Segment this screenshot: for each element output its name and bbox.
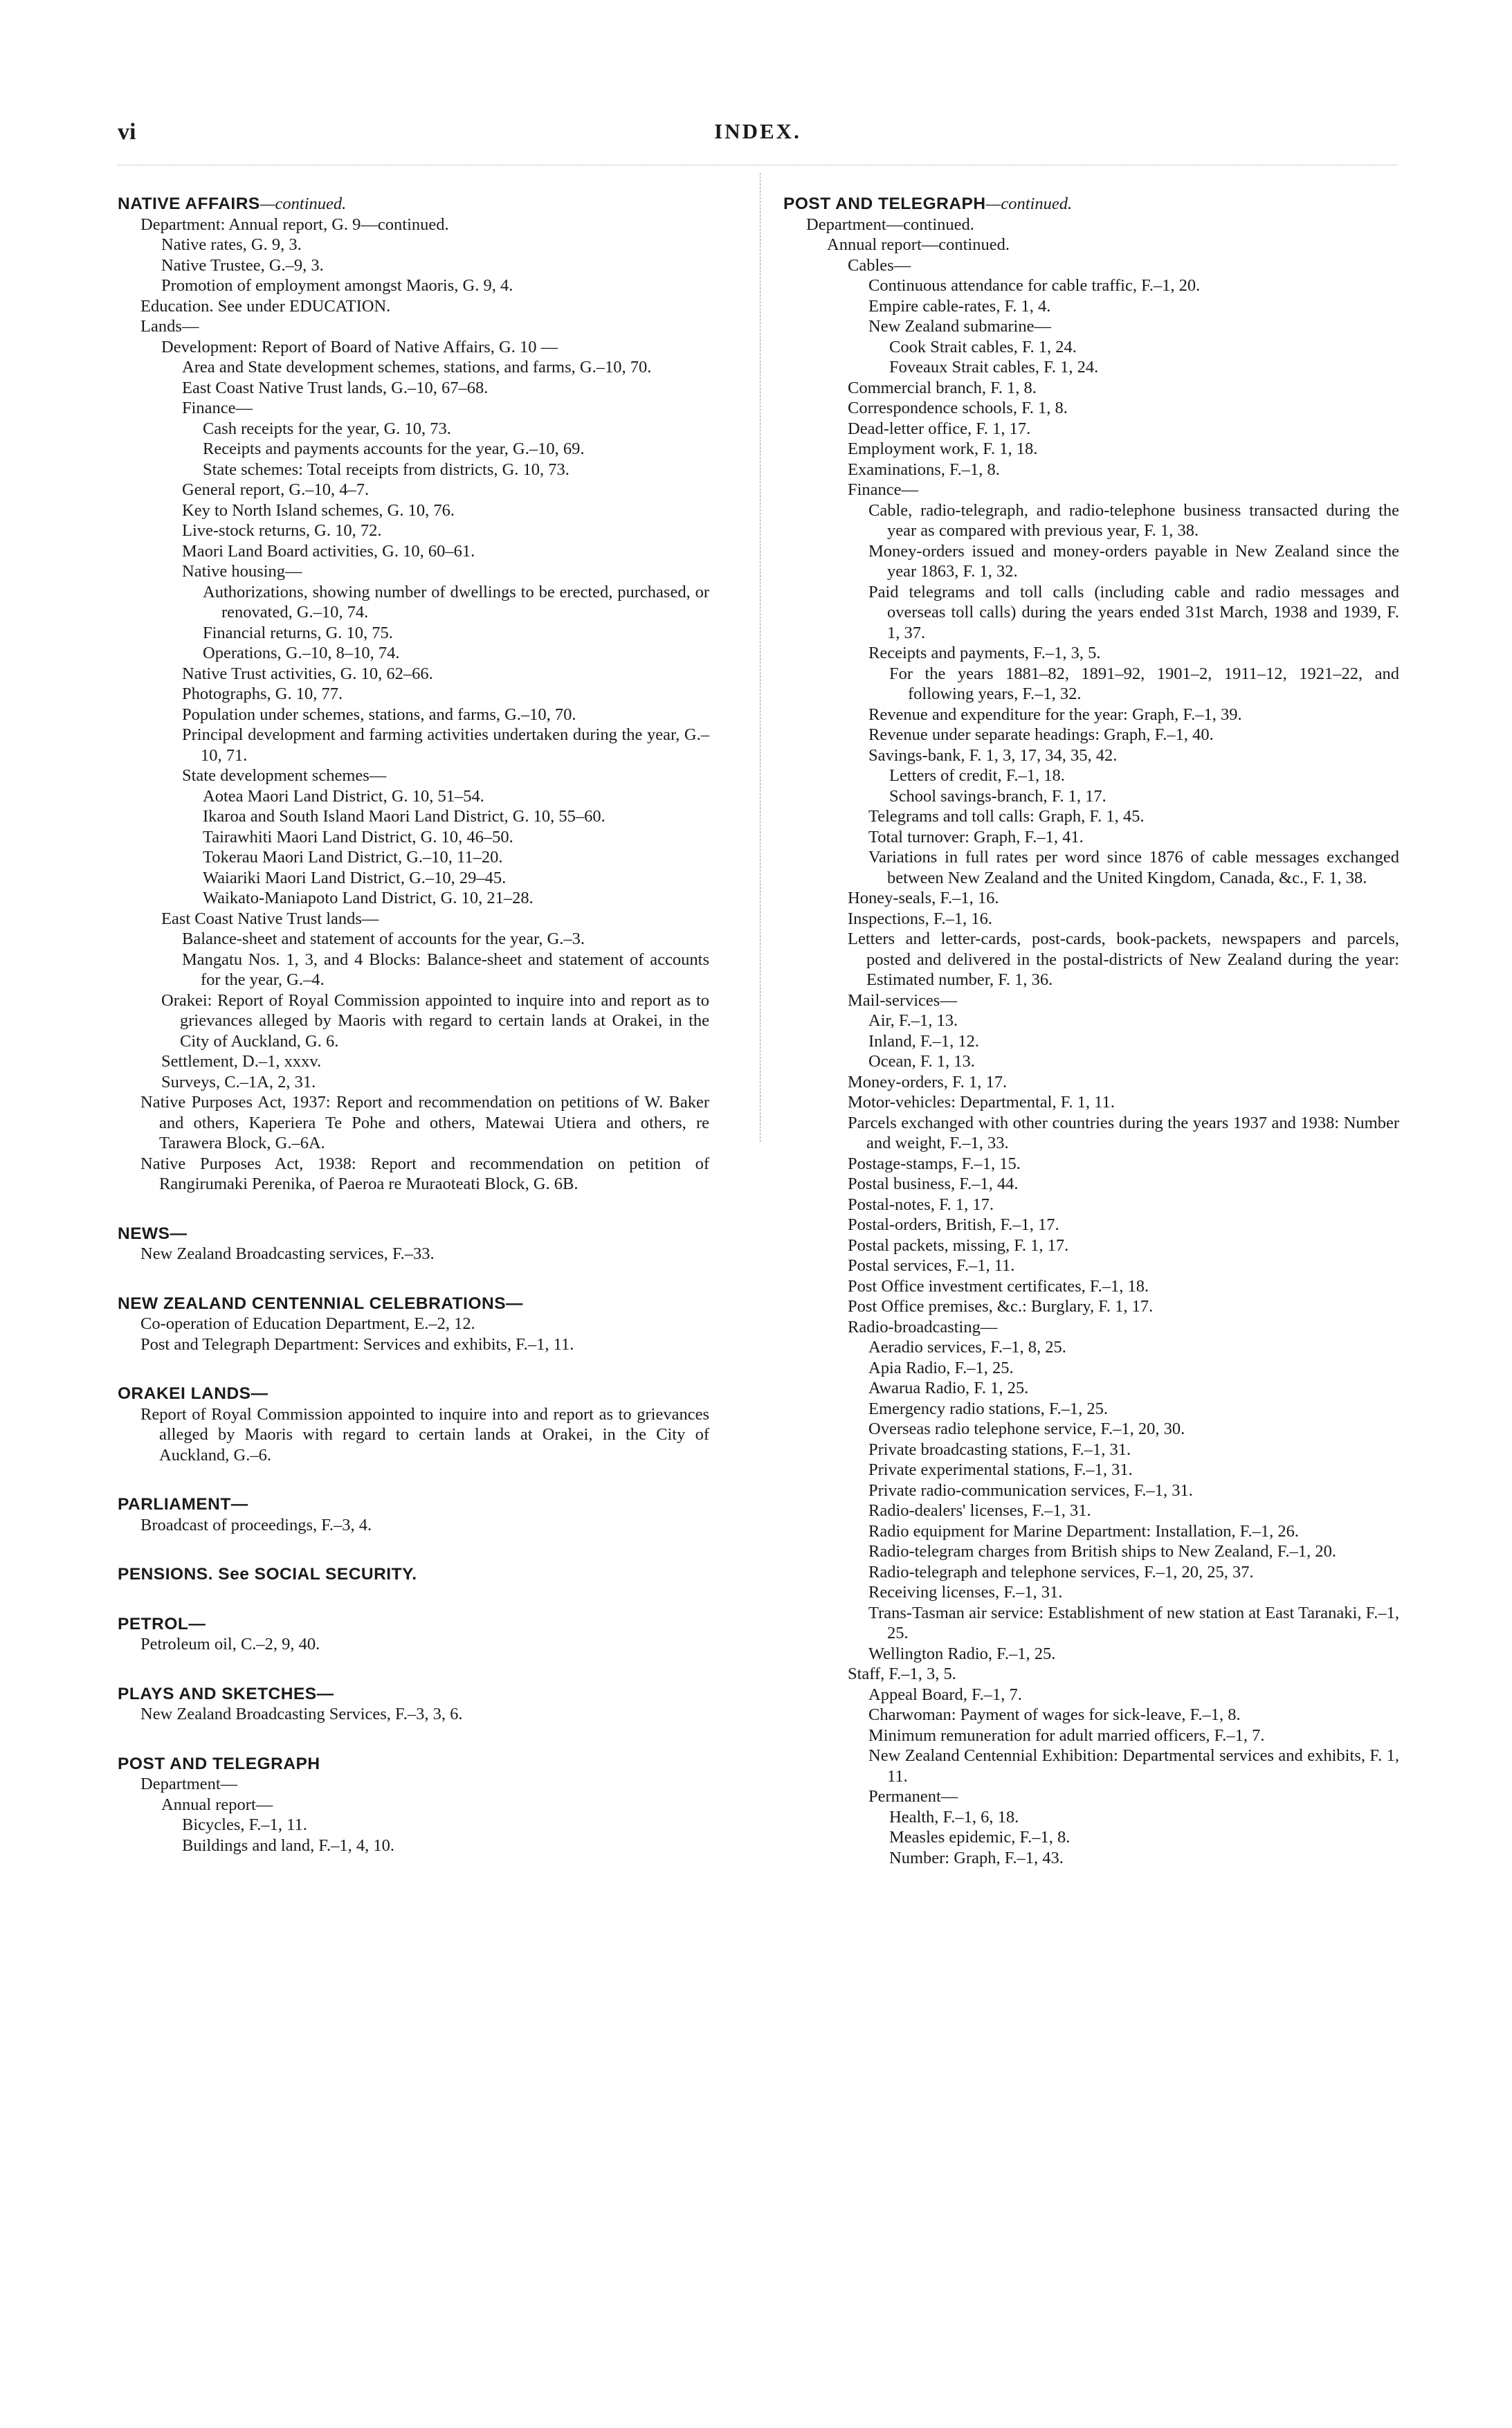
heading-text: NEWS—: [118, 1224, 188, 1243]
index-entry: Petroleum oil, C.–2, 9, 40.: [140, 1635, 320, 1654]
index-entry: Apia Radio, F.–1, 25.: [868, 1358, 1014, 1377]
index-entry: Post and Telegraph Department: Services and exhibits, F.–1, 11.: [140, 1334, 574, 1354]
index-entry: Development: Report of Board of Native Affairs, G. 10 —: [161, 337, 558, 356]
index-entry: Cash receipts for the year, G. 10, 73.: [203, 419, 451, 438]
index-entry: Dead-letter office, F. 1, 17.: [848, 419, 1031, 438]
index-entry: Native rates, G. 9, 3.: [161, 235, 302, 254]
heading-text: NEW ZEALAND CENTENNIAL CELEBRATIONS—: [118, 1294, 524, 1313]
right-column: [783, 194, 1399, 1868]
index-entry: Parcels exchanged with other countries during the years 1937 and 1938: Number and weight, F.–1, 33.: [848, 1113, 1399, 1152]
index-entry: Co-operation of Education Department, E.–2, 12.: [140, 1314, 475, 1333]
index-entry: Native housing—: [182, 562, 302, 581]
index-entry: Appeal Board, F.–1, 7.: [868, 1685, 1022, 1704]
index-entry: State schemes: Total receipts from districts, G. 10, 73.: [203, 460, 570, 479]
index-entry: Money-orders issued and money-orders payable in New Zealand since the year 1863, F. 1, 32.: [868, 541, 1399, 581]
index-entry: Radio-telegraph and telephone services, F.–1, 20, 25, 37.: [868, 1562, 1254, 1582]
index-entry: Authorizations, showing number of dwellings to be erected, purchased, or renovated, G.–10, 74.: [203, 582, 709, 622]
heading-text: POST AND TELEGRAPH: [783, 194, 986, 213]
index-entry: Examinations, F.–1, 8.: [848, 460, 1000, 479]
index-entry: Broadcast of proceedings, F.–3, 4.: [140, 1515, 372, 1534]
index-entry: Honey-seals, F.–1, 16.: [848, 889, 999, 907]
index-entry: Department—continued.: [806, 215, 974, 234]
heading-text: PETROL—: [118, 1614, 206, 1633]
index-entry: Mangatu Nos. 1, 3, and 4 Blocks: Balance-sheet and statement of accounts for the year, G.–4.: [182, 950, 709, 989]
index-entry: Motor-vehicles: Departmental, F. 1, 11.: [848, 1093, 1115, 1112]
index-entry: Commercial branch, F. 1, 8.: [848, 378, 1037, 397]
index-entry: Key to North Island schemes, G. 10, 76.: [182, 500, 455, 520]
index-entry: Promotion of employment amongst Maoris, G. 9, 4.: [161, 276, 513, 295]
heading-text: NATIVE AFFAIRS: [118, 194, 260, 213]
page-header: [118, 119, 1398, 147]
index-entry: Report of Royal Commission appointed to inquire into and report as to grievances alleged by Maoris with regard to certain lands at Orakei, in the City of Auckland, G.–6.: [140, 1404, 709, 1465]
index-entry: Post Office premises, &c.: Burglary, F. 1, 17.: [848, 1297, 1154, 1316]
index-entry: Postal services, F.–1, 11.: [848, 1256, 1015, 1275]
index-entry: Awarua Radio, F. 1, 25.: [868, 1379, 1029, 1397]
index-entry: Area and State development schemes, stations, and farms, G.–10, 70.: [182, 358, 652, 377]
index-entry: Paid telegrams and toll calls (including cable and radio messages and overseas toll calls) during the years ended 31st March, 1938 and 1939, F. 1, 37.: [868, 582, 1399, 642]
index-entry: General report, G.–10, 4–7.: [182, 480, 370, 499]
index-entry: Post Office investment certificates, F.–1, 18.: [848, 1276, 1149, 1296]
index-entry: Continuous attendance for cable traffic, F.–1, 20.: [868, 276, 1201, 295]
index-entry: Mail-services—: [848, 990, 957, 1010]
index-entry: Total turnover: Graph, F.–1, 41.: [868, 827, 1084, 846]
index-entry: Photographs, G. 10, 77.: [182, 685, 343, 703]
index-entry: Population under schemes, stations, and farms, G.–10, 70.: [182, 705, 576, 724]
index-entry: Postal-notes, F. 1, 17.: [848, 1195, 994, 1214]
index-entry: Telegrams and toll calls: Graph, F. 1, 45.: [868, 807, 1145, 826]
index-entry: Charwoman: Payment of wages for sick-leave, F.–1, 8.: [868, 1705, 1241, 1724]
index-entry: Postal packets, missing, F. 1, 17.: [848, 1235, 1069, 1255]
index-heading: [118, 1494, 709, 1515]
index-heading: [118, 1384, 709, 1404]
index-entry: Aotea Maori Land District, G. 10, 51–54.: [203, 786, 484, 806]
index-entry: Emergency radio stations, F.–1, 25.: [868, 1399, 1108, 1418]
index-entry: Staff, F.–1, 3, 5.: [848, 1665, 956, 1683]
index-entry: New Zealand submarine—: [868, 317, 1051, 336]
index-entry: Revenue and expenditure for the year: Graph, F.–1, 39.: [868, 705, 1242, 724]
index-heading: [118, 1224, 709, 1244]
index-entry: Employment work, F. 1, 18.: [848, 440, 1038, 458]
index-entry: Native Purposes Act, 1937: Report and recommendation on petitions of W. Baker and others, Kaperiera Te Pohe and others, Matewai Utiera and others, re Tarawera Block, G.–6A.: [140, 1093, 709, 1152]
index-heading: [118, 194, 709, 215]
index-entry: Inspections, F.–1, 16.: [848, 909, 993, 928]
index-entry: Correspondence schools, F. 1, 8.: [848, 399, 1068, 417]
index-entry: Ocean, F. 1, 13.: [868, 1052, 975, 1071]
index-entry: Radio-dealers' licenses, F.–1, 31.: [868, 1501, 1091, 1520]
index-entry: Department—: [140, 1775, 238, 1793]
index-entry: Receiving licenses, F.–1, 31.: [868, 1583, 1063, 1602]
index-entry: Ikaroa and South Island Maori Land District, G. 10, 55–60.: [203, 807, 605, 826]
index-entry: Receipts and payments, F.–1, 3, 5.: [868, 644, 1101, 662]
index-entry: Native Trustee, G.–9, 3.: [161, 255, 324, 275]
index-entry: Surveys, C.–1A, 2, 31.: [161, 1072, 316, 1091]
heading-text: PENSIONS. See SOCIAL SECURITY.: [118, 1565, 417, 1584]
index-entry: Air, F.–1, 13.: [868, 1011, 958, 1030]
index-entry: Variations in full rates per word since 1876 of cable messages exchanged between New Zealand and the United Kingdom, Canada, &c., F. 1, 38.: [868, 848, 1399, 887]
heading-text: PLAYS AND SKETCHES—: [118, 1684, 334, 1703]
index-entry: Annual report—: [161, 1795, 273, 1814]
index-entry: Private radio-communication services, F.–1, 31.: [868, 1480, 1193, 1500]
index-entry: Native Purposes Act, 1938: Report and recommendation on petition of Rangirumaki Perenika, of Paeroa re Muraoteati Block, G. 6B.: [140, 1154, 709, 1193]
index-entry: Cables—: [848, 255, 911, 275]
index-entry: East Coast Native Trust lands—: [161, 909, 379, 928]
index-entry: New Zealand Broadcasting services, F.–33.: [140, 1244, 435, 1263]
index-entry: East Coast Native Trust lands, G.–10, 67–68.: [182, 378, 489, 397]
index-entry: Aeradio services, F.–1, 8, 25.: [868, 1338, 1066, 1357]
index-entry: Measles epidemic, F.–1, 8.: [889, 1828, 1071, 1847]
left-column: [118, 194, 709, 1856]
index-entry: Department: Annual report, G. 9—continued.: [140, 215, 449, 234]
index-entry: Finance—: [182, 399, 253, 417]
index-entry: Foveaux Strait cables, F. 1, 24.: [889, 358, 1099, 377]
index-heading: [118, 1754, 709, 1775]
index-entry: Buildings and land, F.–1, 4, 10.: [182, 1836, 395, 1855]
index-entry: Radio equipment for Marine Department: Installation, F.–1, 26.: [868, 1521, 1299, 1541]
index-heading: [118, 1614, 709, 1635]
index-entry: Permanent—: [868, 1787, 958, 1806]
index-entry: Empire cable-rates, F. 1, 4.: [868, 296, 1051, 316]
index-entry: Bicycles, F.–1, 11.: [182, 1815, 307, 1834]
index-entry: Private experimental stations, F.–1, 31.: [868, 1460, 1133, 1479]
index-entry: Money-orders, F. 1, 17.: [848, 1072, 1008, 1091]
index-entry: Letters and letter-cards, post-cards, book-packets, newspapers and parcels, posted and delivered in the postal-districts of New Zealand during the year: Estimated number, F. 1, 36.: [848, 930, 1399, 989]
index-heading: [118, 1564, 709, 1585]
index-entry: New Zealand Centennial Exhibition: Departmental services and exhibits, F. 1, 11.: [868, 1746, 1399, 1786]
index-entry: Financial returns, G. 10, 75.: [203, 623, 393, 642]
index-entry: Wellington Radio, F.–1, 25.: [868, 1644, 1056, 1663]
index-heading: [118, 1684, 709, 1705]
index-entry: Lands—: [140, 317, 199, 336]
index-entry: Waikato-Maniapoto Land District, G. 10, 21–28.: [203, 889, 534, 907]
index-entry: Waiariki Maori Land District, G.–10, 29–45.: [203, 868, 507, 887]
heading-text: ORAKEI LANDS—: [118, 1384, 268, 1403]
index-heading: [783, 194, 1399, 215]
index-entry: Settlement, D.–1, xxxv.: [161, 1052, 322, 1071]
index-entry: Cable, radio-telegraph, and radio-telephone business transacted during the year as compared with previous year, F. 1, 38.: [868, 500, 1399, 540]
index-entry: Postage-stamps, F.–1, 15.: [848, 1154, 1021, 1173]
heading-text: PARLIAMENT—: [118, 1495, 248, 1514]
index-entry: Tairawhiti Maori Land District, G. 10, 46–50.: [203, 827, 513, 846]
heading-text: POST AND TELEGRAPH: [118, 1754, 320, 1773]
index-entry: Annual report—continued.: [827, 235, 1010, 254]
index-entry: Savings-bank, F. 1, 3, 17, 34, 35, 42.: [868, 745, 1118, 765]
index-entry: Postal business, F.–1, 44.: [848, 1175, 1019, 1193]
index-entry: Trans-Tasman air service: Establishment of new station at East Taranaki, F.–1, 25.: [868, 1603, 1399, 1642]
index-entry: School savings-branch, F. 1, 17.: [889, 786, 1106, 806]
index-entry: Inland, F.–1, 12.: [868, 1031, 980, 1051]
index-entry: Orakei: Report of Royal Commission appointed to inquire into and report as to grievances alleged by Maoris with regard to certain lands at Orakei, in the City of Auckland, G. 6.: [161, 990, 709, 1051]
index-entry: Live-stock returns, G. 10, 72.: [182, 521, 382, 540]
index-entry: Private broadcasting stations, F.–1, 31.: [868, 1440, 1131, 1459]
index-entry: Minimum remuneration for adult married officers, F.–1, 7.: [868, 1725, 1265, 1745]
index-entry: Radio-telegram charges from British ships to New Zealand, F.–1, 20.: [868, 1542, 1336, 1561]
index-entry: Native Trust activities, G. 10, 62–66.: [182, 664, 433, 683]
index-entry: Education. See under EDUCATION.: [140, 296, 391, 316]
heading-continued: —continued.: [985, 194, 1073, 213]
index-entry: Letters of credit, F.–1, 18.: [889, 766, 1065, 785]
index-entry: Number: Graph, F.–1, 43.: [889, 1848, 1064, 1867]
index-entry: New Zealand Broadcasting Services, F.–3, 3, 6.: [140, 1705, 463, 1723]
index-entry: Cook Strait cables, F. 1, 24.: [889, 337, 1077, 356]
index-entry: Maori Land Board activities, G. 10, 60–61.: [182, 541, 475, 561]
index-entry: For the years 1881–82, 1891–92, 1901–2, 1911–12, 1921–22, and following years, F.–1, 32.: [889, 664, 1399, 703]
index-entry: Principal development and farming activities undertaken during the year, G.–10, 71.: [182, 725, 709, 765]
index-entry: State development schemes—: [182, 766, 387, 785]
page-number: vi: [118, 119, 136, 145]
page-title: INDEX.: [714, 119, 801, 143]
index-entry: Balance-sheet and statement of accounts for the year, G.–3.: [182, 930, 585, 948]
index-entry: Radio-broadcasting—: [848, 1317, 998, 1337]
index-heading: [118, 1294, 709, 1314]
index-entry: Tokerau Maori Land District, G.–10, 11–20.: [203, 848, 503, 867]
index-entry: Finance—: [848, 480, 919, 499]
index-entry: Overseas radio telephone service, F.–1, 20, 30.: [868, 1420, 1185, 1438]
heading-continued: —continued.: [259, 194, 347, 213]
index-entry: Receipts and payments accounts for the year, G.–10, 69.: [203, 440, 585, 458]
index-entry: Postal-orders, British, F.–1, 17.: [848, 1215, 1059, 1234]
index-entry: Revenue under separate headings: Graph, F.–1, 40.: [868, 725, 1214, 744]
index-entry: Health, F.–1, 6, 18.: [889, 1807, 1019, 1827]
index-entry: Operations, G.–10, 8–10, 74.: [203, 644, 400, 662]
